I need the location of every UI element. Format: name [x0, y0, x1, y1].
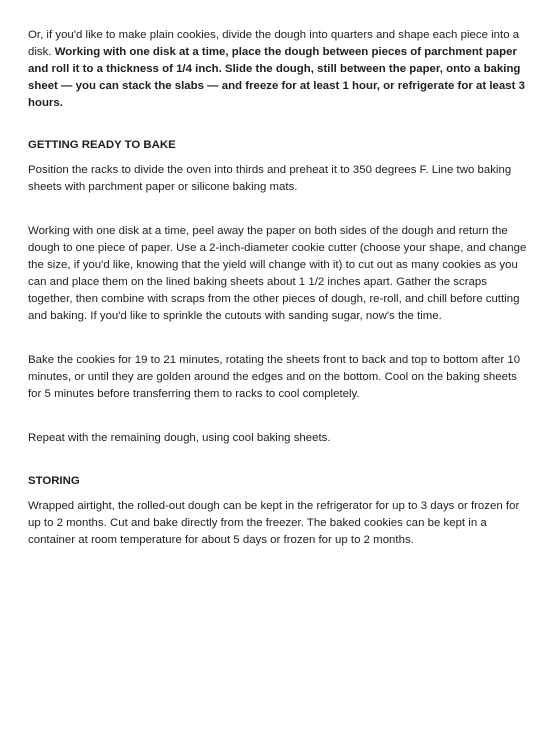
bake-paragraph-repeat: Repeat with the remaining dough, using cool baking sheets. [28, 432, 331, 444]
intro-paragraph [28, 27, 531, 112]
bake-paragraph-cutting: Working with one disk at a time, peel away the paper on both sides of the dough and return the dough to one piece of paper. Use a 2-inch-diameter cookie cutter (choose your shape, and change the size, if you'd like, knowing that the yield will change with it) to cut out as many cookies as you can and place them on the lined baking sheets about 1 1/2 inches apart. Gather the scraps together, then combine with scraps from the other pieces of dough, re-roll, and chill before cutting and baking. If you'd like to sprinkle the cutouts with sanding sugar, now's the time. [28, 225, 527, 322]
bake-paragraph-baking: Bake the cookies for 19 to 21 minutes, rotating the sheets front to back and top to bottom after 10 minutes, or until they are golden around the edges and on the bottom. Cool on the baking sheets for 5 minutes before transferring them to racks to cool completely. [28, 354, 521, 400]
storing-paragraph: Wrapped airtight, the rolled-out dough can be kept in the refrigerator for up to 3 days or frozen for up to 2 months. Cut and bake directly from the freezer. The baked cookies can be kept in a container at room temperature for about 5 days or frozen for up to 2 months. [28, 500, 520, 546]
intro-bold-text: Working with one disk at a time, place the dough between pieces of parchment paper and roll it to a thickness of 1/4 inch. Slide the dough, still between the paper, onto a baking sheet — you can stack the slabs — and freeze for at least 1 hour, or refrigerate for at least 3 hours. [28, 46, 525, 109]
bake-paragraph-preheat: Position the racks to divide the oven into thirds and preheat it to 350 degrees F. Line two baking sheets with parchment paper or silicone baking mats. [28, 164, 512, 193]
intro-plain-text: Or, if you'd like to make plain cookies, divide the dough into quarters and shape each piece into a disk. [28, 29, 520, 58]
section-heading-storing: STORING [28, 475, 80, 487]
section-heading-getting-ready: GETTING READY TO BAKE [28, 139, 176, 151]
